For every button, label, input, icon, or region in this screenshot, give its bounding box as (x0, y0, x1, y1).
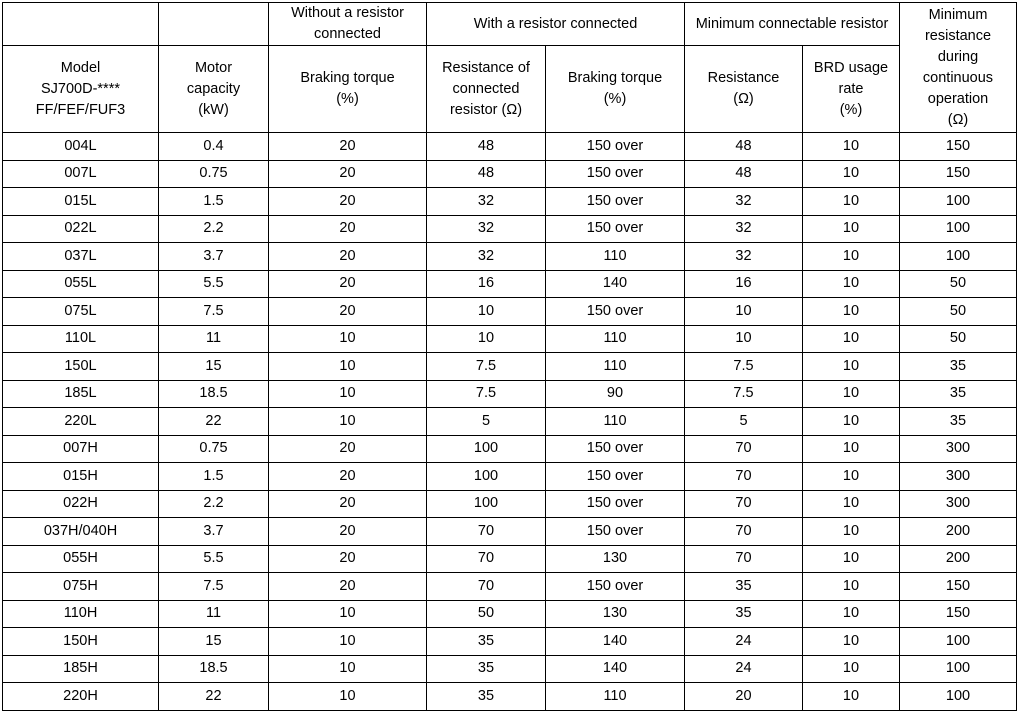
model-cell: 015H (3, 463, 159, 491)
min-continuous-cell: 150 (900, 600, 1017, 628)
resistance-connected-cell: 16 (427, 270, 546, 298)
braking-torque-with-cell: 150 over (546, 160, 685, 188)
model-cell: 110L (3, 325, 159, 353)
brd-usage-cell: 10 (803, 490, 900, 518)
resistance-connected-cell: 7.5 (427, 380, 546, 408)
min-continuous-cell: 200 (900, 518, 1017, 546)
model-cell: 185H (3, 655, 159, 683)
resistance-connected-cell: 50 (427, 600, 546, 628)
model-cell: 075H (3, 573, 159, 601)
brd-usage-cell: 10 (803, 243, 900, 271)
braking-torque-without-cell: 10 (269, 683, 427, 711)
resistance-connected-cell: 70 (427, 573, 546, 601)
motor-capacity-cell: 2.2 (159, 490, 269, 518)
resistance-min-cell: 32 (685, 243, 803, 271)
braking-torque-with-cell: 110 (546, 683, 685, 711)
table-row (3, 573, 1017, 601)
brd-usage-cell: 10 (803, 573, 900, 601)
motor-capacity-cell: 0.4 (159, 133, 269, 161)
motor-capacity-cell: 15 (159, 353, 269, 381)
braking-torque-without-cell: 20 (269, 435, 427, 463)
resistance-connected-cell: 70 (427, 518, 546, 546)
min-continuous-cell: 150 (900, 133, 1017, 161)
braking-torque-with-cell: 140 (546, 655, 685, 683)
resistance-min-cell: 35 (685, 573, 803, 601)
brd-usage-cell: 10 (803, 325, 900, 353)
motor-capacity-cell: 18.5 (159, 380, 269, 408)
resistance-connected-cell: 100 (427, 435, 546, 463)
model-cell: 004L (3, 133, 159, 161)
table-row (3, 380, 1017, 408)
table-row (3, 683, 1017, 711)
resistance-min-cell: 70 (685, 545, 803, 573)
braking-torque-without-cell: 10 (269, 325, 427, 353)
resistance-min-cell: 5 (685, 408, 803, 436)
resistance-min-cell: 35 (685, 600, 803, 628)
header-blank-model (3, 3, 159, 46)
motor-capacity-cell: 0.75 (159, 435, 269, 463)
min-continuous-cell: 35 (900, 408, 1017, 436)
min-continuous-cell: 300 (900, 463, 1017, 491)
motor-capacity-cell: 15 (159, 628, 269, 656)
min-continuous-cell: 100 (900, 655, 1017, 683)
brd-usage-cell: 10 (803, 463, 900, 491)
braking-torque-with-cell: 150 over (546, 573, 685, 601)
min-continuous-cell: 150 (900, 573, 1017, 601)
motor-capacity-cell: 5.5 (159, 270, 269, 298)
resistance-connected-cell: 32 (427, 215, 546, 243)
braking-torque-without-cell: 20 (269, 490, 427, 518)
braking-torque-without-cell: 20 (269, 518, 427, 546)
resistance-min-cell: 20 (685, 683, 803, 711)
model-cell: 220L (3, 408, 159, 436)
brd-usage-cell: 10 (803, 270, 900, 298)
braking-resistor-table (2, 2, 1017, 711)
header-model: Model SJ700D-**** FF/FEF/FUF3 (3, 46, 159, 133)
braking-torque-with-cell: 110 (546, 243, 685, 271)
table-row (3, 325, 1017, 353)
braking-torque-with-cell: 150 over (546, 518, 685, 546)
resistance-connected-cell: 100 (427, 463, 546, 491)
header-braking-torque-with: Braking torque (%) (546, 46, 685, 133)
header-blank-capacity (159, 3, 269, 46)
braking-torque-without-cell: 20 (269, 160, 427, 188)
table-row (3, 655, 1017, 683)
table-row (3, 490, 1017, 518)
braking-torque-without-cell: 20 (269, 270, 427, 298)
braking-torque-without-cell: 10 (269, 353, 427, 381)
brd-usage-cell: 10 (803, 628, 900, 656)
resistance-min-cell: 48 (685, 133, 803, 161)
braking-torque-without-cell: 10 (269, 408, 427, 436)
motor-capacity-cell: 11 (159, 600, 269, 628)
model-cell: 055H (3, 545, 159, 573)
braking-torque-without-cell: 10 (269, 600, 427, 628)
braking-torque-with-cell: 150 over (546, 298, 685, 326)
brd-usage-cell: 10 (803, 435, 900, 463)
min-continuous-cell: 150 (900, 160, 1017, 188)
header-motor-capacity: Motor capacity (kW) (159, 46, 269, 133)
min-continuous-cell: 50 (900, 325, 1017, 353)
model-cell: 220H (3, 683, 159, 711)
braking-torque-without-cell: 20 (269, 298, 427, 326)
brd-usage-cell: 10 (803, 408, 900, 436)
header-min-continuous: Minimum resistance during continuous operation (Ω) (900, 3, 1017, 133)
table-row (3, 518, 1017, 546)
table-row (3, 270, 1017, 298)
resistance-min-cell: 24 (685, 655, 803, 683)
motor-capacity-cell: 3.7 (159, 243, 269, 271)
table-row (3, 628, 1017, 656)
motor-capacity-cell: 22 (159, 408, 269, 436)
resistance-connected-cell: 48 (427, 160, 546, 188)
header-resistance-min: Resistance (Ω) (685, 46, 803, 133)
table-row (3, 545, 1017, 573)
resistance-connected-cell: 10 (427, 298, 546, 326)
resistance-min-cell: 10 (685, 298, 803, 326)
resistance-min-cell: 16 (685, 270, 803, 298)
braking-torque-without-cell: 20 (269, 545, 427, 573)
braking-torque-with-cell: 150 over (546, 133, 685, 161)
table-row (3, 133, 1017, 161)
resistance-connected-cell: 48 (427, 133, 546, 161)
min-continuous-cell: 300 (900, 490, 1017, 518)
min-continuous-cell: 50 (900, 298, 1017, 326)
motor-capacity-cell: 7.5 (159, 573, 269, 601)
min-continuous-cell: 100 (900, 243, 1017, 271)
braking-torque-without-cell: 10 (269, 628, 427, 656)
motor-capacity-cell: 5.5 (159, 545, 269, 573)
braking-torque-with-cell: 130 (546, 545, 685, 573)
table-row (3, 215, 1017, 243)
brd-usage-cell: 10 (803, 600, 900, 628)
motor-capacity-cell: 1.5 (159, 188, 269, 216)
motor-capacity-cell: 2.2 (159, 215, 269, 243)
motor-capacity-cell: 1.5 (159, 463, 269, 491)
brd-usage-cell: 10 (803, 353, 900, 381)
min-continuous-cell: 200 (900, 545, 1017, 573)
min-continuous-cell: 300 (900, 435, 1017, 463)
motor-capacity-cell: 22 (159, 683, 269, 711)
model-cell: 055L (3, 270, 159, 298)
brd-usage-cell: 10 (803, 160, 900, 188)
min-continuous-cell: 100 (900, 215, 1017, 243)
braking-torque-without-cell: 20 (269, 133, 427, 161)
motor-capacity-cell: 11 (159, 325, 269, 353)
resistance-min-cell: 70 (685, 490, 803, 518)
braking-torque-with-cell: 110 (546, 353, 685, 381)
header-min-connectable: Minimum connectable resistor (685, 3, 900, 46)
braking-torque-without-cell: 10 (269, 655, 427, 683)
min-continuous-cell: 100 (900, 628, 1017, 656)
motor-capacity-cell: 0.75 (159, 160, 269, 188)
header-brd-usage: BRD usage rate (%) (803, 46, 900, 133)
braking-torque-with-cell: 130 (546, 600, 685, 628)
braking-torque-with-cell: 140 (546, 270, 685, 298)
brd-usage-cell: 10 (803, 133, 900, 161)
table-row (3, 353, 1017, 381)
brd-usage-cell: 10 (803, 655, 900, 683)
model-cell: 150L (3, 353, 159, 381)
table-row (3, 188, 1017, 216)
table-row (3, 463, 1017, 491)
braking-torque-without-cell: 20 (269, 573, 427, 601)
header-resistance-connected: Resistance of connected resistor (Ω) (427, 46, 546, 133)
resistance-connected-cell: 10 (427, 325, 546, 353)
resistance-min-cell: 70 (685, 463, 803, 491)
resistance-min-cell: 24 (685, 628, 803, 656)
braking-torque-with-cell: 110 (546, 325, 685, 353)
braking-torque-without-cell: 10 (269, 380, 427, 408)
model-cell: 022H (3, 490, 159, 518)
braking-torque-with-cell: 150 over (546, 188, 685, 216)
model-cell: 007L (3, 160, 159, 188)
table-row (3, 408, 1017, 436)
resistance-connected-cell: 32 (427, 188, 546, 216)
braking-torque-with-cell: 110 (546, 408, 685, 436)
min-continuous-cell: 50 (900, 270, 1017, 298)
resistance-connected-cell: 7.5 (427, 353, 546, 381)
motor-capacity-cell: 3.7 (159, 518, 269, 546)
braking-torque-with-cell: 140 (546, 628, 685, 656)
table-row (3, 435, 1017, 463)
resistance-connected-cell: 35 (427, 683, 546, 711)
table-body (3, 133, 1017, 711)
table-row (3, 600, 1017, 628)
braking-torque-with-cell: 150 over (546, 490, 685, 518)
min-continuous-cell: 100 (900, 683, 1017, 711)
resistance-connected-cell: 100 (427, 490, 546, 518)
resistance-min-cell: 7.5 (685, 353, 803, 381)
model-cell: 037H/040H (3, 518, 159, 546)
resistance-connected-cell: 32 (427, 243, 546, 271)
resistance-min-cell: 32 (685, 215, 803, 243)
table-row (3, 243, 1017, 271)
table-row (3, 160, 1017, 188)
braking-torque-without-cell: 20 (269, 463, 427, 491)
brd-usage-cell: 10 (803, 518, 900, 546)
model-cell: 185L (3, 380, 159, 408)
min-continuous-cell: 35 (900, 380, 1017, 408)
brd-usage-cell: 10 (803, 298, 900, 326)
brd-usage-cell: 10 (803, 545, 900, 573)
resistance-min-cell: 32 (685, 188, 803, 216)
braking-torque-with-cell: 150 over (546, 435, 685, 463)
motor-capacity-cell: 7.5 (159, 298, 269, 326)
braking-torque-with-cell: 90 (546, 380, 685, 408)
resistance-connected-cell: 35 (427, 655, 546, 683)
min-continuous-cell: 35 (900, 353, 1017, 381)
resistance-connected-cell: 70 (427, 545, 546, 573)
resistance-min-cell: 48 (685, 160, 803, 188)
model-cell: 150H (3, 628, 159, 656)
resistance-min-cell: 70 (685, 435, 803, 463)
model-cell: 022L (3, 215, 159, 243)
motor-capacity-cell: 18.5 (159, 655, 269, 683)
header-braking-torque-without: Braking torque (%) (269, 46, 427, 133)
model-cell: 075L (3, 298, 159, 326)
resistance-min-cell: 7.5 (685, 380, 803, 408)
model-cell: 110H (3, 600, 159, 628)
brd-usage-cell: 10 (803, 188, 900, 216)
resistance-min-cell: 70 (685, 518, 803, 546)
brd-usage-cell: 10 (803, 215, 900, 243)
header-without-resistor: Without a resistor connected (269, 3, 427, 46)
braking-torque-without-cell: 20 (269, 243, 427, 271)
braking-torque-without-cell: 20 (269, 215, 427, 243)
model-cell: 015L (3, 188, 159, 216)
min-continuous-cell: 100 (900, 188, 1017, 216)
braking-torque-with-cell: 150 over (546, 215, 685, 243)
brd-usage-cell: 10 (803, 380, 900, 408)
header-with-resistor: With a resistor connected (427, 3, 685, 46)
resistance-connected-cell: 5 (427, 408, 546, 436)
model-cell: 007H (3, 435, 159, 463)
braking-torque-without-cell: 20 (269, 188, 427, 216)
table-row (3, 298, 1017, 326)
resistance-connected-cell: 35 (427, 628, 546, 656)
model-cell: 037L (3, 243, 159, 271)
brd-usage-cell: 10 (803, 683, 900, 711)
resistance-min-cell: 10 (685, 325, 803, 353)
braking-torque-with-cell: 150 over (546, 463, 685, 491)
